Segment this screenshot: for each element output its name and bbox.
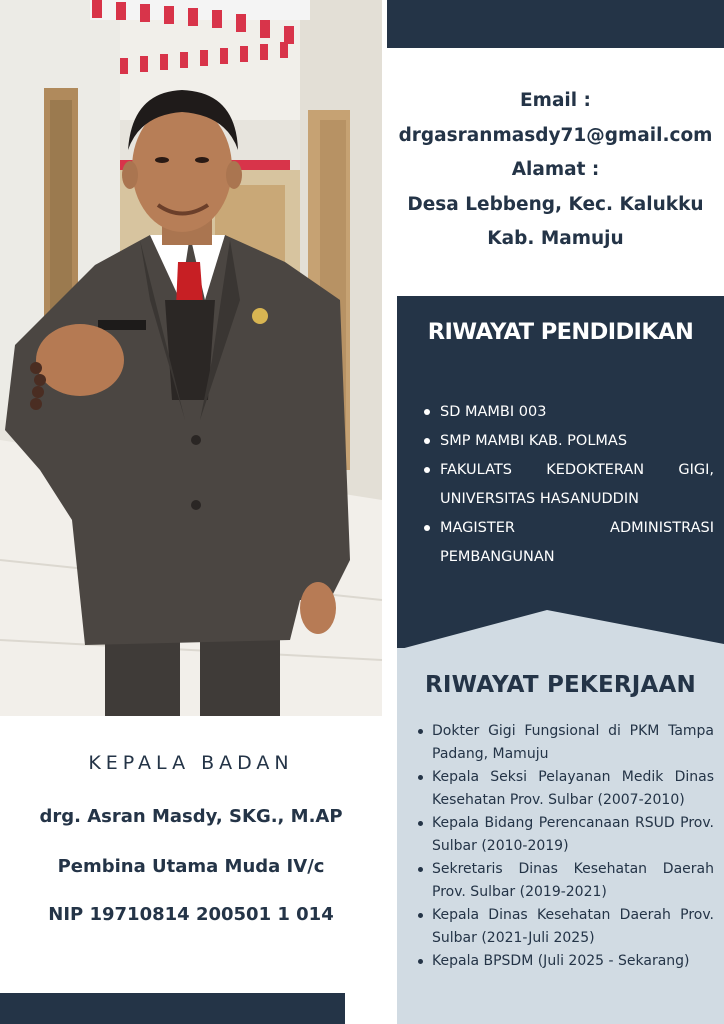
work-item: Kepala BPSDM (Juli 2025 - Sekarang)	[415, 950, 714, 973]
footer-band	[0, 993, 345, 1024]
profile-photo	[0, 0, 382, 716]
person-nip: NIP 19710814 200501 1 014	[48, 904, 334, 925]
work-list	[415, 720, 714, 973]
email-address: drgasranmasdy71@gmail.com	[398, 124, 713, 146]
work-item: Kepala Seksi Pelayanan Medik Dinas Kesehatan Prov. Sulbar (2007-2010)	[415, 766, 714, 812]
address-label: Alamat :	[511, 159, 600, 180]
portrait-illustration	[0, 0, 382, 716]
education-title: RIWAYAT PENDIDIKAN	[427, 319, 694, 345]
education-item: MAGISTER ADMINISTRASI PEMBANGUNAN	[420, 514, 714, 572]
work-item: Sekretaris Dinas Kesehatan Daerah Prov. Sulbar (2019-2021)	[415, 858, 714, 904]
contact-section	[387, 84, 724, 257]
panel-divider-shape	[397, 606, 724, 650]
address-line: Kab. Mamuju	[487, 228, 624, 249]
education-item: SD MAMBI 003	[420, 398, 714, 427]
email-label: Email :	[520, 90, 591, 111]
work-title: RIWAYAT PEKERJAAN	[425, 672, 696, 698]
work-item: Kepala Dinas Kesehatan Daerah Prov. Sulbar (2021-Juli 2025)	[415, 904, 714, 950]
person-name: drg. Asran Masdy, SKG., M.AP	[39, 806, 343, 827]
address-line: Desa Lebbeng, Kec. Kalukku	[407, 193, 704, 215]
education-item: SMP MAMBI KAB. POLMAS	[420, 427, 714, 456]
work-item: Kepala Bidang Perencanaan RSUD Prov. Sulbar (2010-2019)	[415, 812, 714, 858]
education-item: FAKULATS KEDOKTERAN GIGI, UNIVERSITAS HASANUDDIN	[420, 456, 714, 514]
person-rank: Pembina Utama Muda IV/c	[57, 856, 325, 877]
header-band	[387, 0, 724, 48]
education-list	[420, 398, 714, 572]
position-title: KEPALA BADAN	[88, 752, 294, 774]
work-item: Dokter Gigi Fungsional di PKM Tampa Padang, Mamuju	[415, 720, 714, 766]
